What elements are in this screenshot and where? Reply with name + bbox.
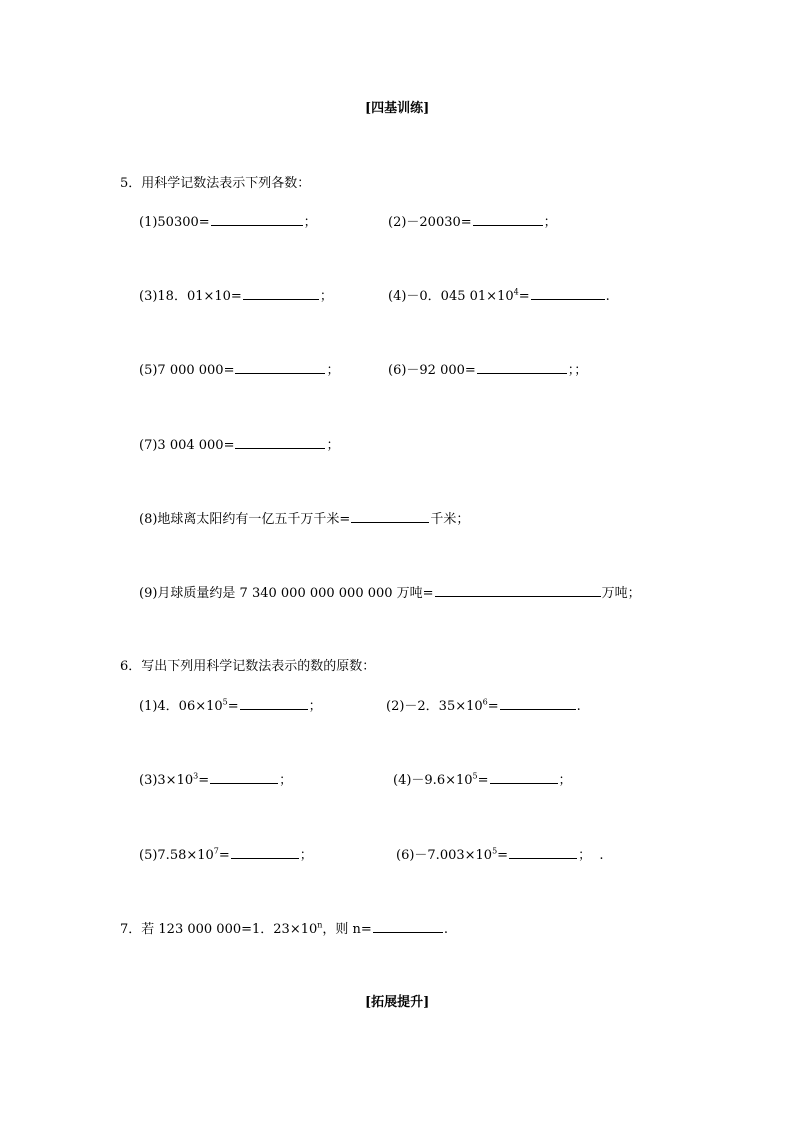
q6-item-5 xyxy=(139,846,313,864)
q7-pre: 7．若 123 000 000=1．23×10 xyxy=(120,922,318,937)
q6-item-5-exponent: 7 xyxy=(213,846,219,856)
q6-item-3-exponent: 3 xyxy=(193,771,199,781)
q7-exponent: n xyxy=(317,920,323,930)
q5-item-1-end: ； xyxy=(303,215,317,230)
q6-item-6-end: ； . xyxy=(578,848,604,863)
q5-item-6-text: (6)－92 000= xyxy=(388,363,476,378)
answer-blank[interactable] xyxy=(210,771,278,784)
answer-blank[interactable] xyxy=(435,584,601,597)
q6-item-1-exponent: 5 xyxy=(222,697,228,707)
q6-item-4-exponent: 5 xyxy=(472,771,478,781)
answer-blank[interactable] xyxy=(509,846,577,859)
q5-item-5-text: (5)7 000 000= xyxy=(139,363,235,378)
q5-item-1-text: (1)50300= xyxy=(139,215,210,230)
answer-blank[interactable] xyxy=(373,920,443,933)
q5-item-2-end: ； xyxy=(543,215,557,230)
q5-item-3-end: ； xyxy=(319,289,333,304)
q6-item-1-post: = xyxy=(227,699,239,714)
q6-item-4-end: ； xyxy=(558,773,572,788)
q5-item-5-end: ； xyxy=(326,363,340,378)
q6-item-5-end: ； xyxy=(299,848,313,863)
q7-end: . xyxy=(443,922,448,937)
q6-item-4-pre: (4)－9.6×10 xyxy=(393,773,473,788)
q5-item-2 xyxy=(388,213,557,231)
q6-item-6-post: = xyxy=(497,848,509,863)
q5-item-1 xyxy=(139,213,317,231)
q6-item-2-end: . xyxy=(576,699,581,714)
question-5-stem: 5．用科学记数法表示下列各数： xyxy=(120,176,311,191)
answer-blank[interactable] xyxy=(240,697,308,710)
q5-item-7 xyxy=(139,436,339,454)
q5-item-9 xyxy=(139,584,641,602)
answer-blank[interactable] xyxy=(473,213,543,226)
q5-item-5 xyxy=(139,361,339,379)
answer-blank[interactable] xyxy=(211,213,303,226)
q6-item-3-end: ； xyxy=(279,773,293,788)
q6-item-3-pre: (3)3×10 xyxy=(139,773,194,788)
q5-item-9-end: 万吨； xyxy=(601,586,641,601)
q6-item-4 xyxy=(393,771,572,789)
q5-item-3-text: (3)18．01×10= xyxy=(139,289,242,304)
q7-post: ，则 n= xyxy=(322,922,372,937)
answer-blank[interactable] xyxy=(235,436,325,449)
q5-item-6-end: ；； xyxy=(567,363,588,378)
q5-item-4-post: = xyxy=(518,289,530,304)
answer-blank[interactable] xyxy=(500,697,576,710)
answer-blank[interactable] xyxy=(490,771,558,784)
q6-item-6 xyxy=(396,846,603,864)
q6-item-2-pre: (2)－2．35×10 xyxy=(386,699,483,714)
q6-item-1 xyxy=(139,697,322,715)
answer-blank[interactable] xyxy=(351,510,429,523)
q6-item-2 xyxy=(386,697,581,715)
answer-blank[interactable] xyxy=(243,287,319,300)
q5-item-8 xyxy=(139,510,469,528)
q6-item-4-post: = xyxy=(477,773,489,788)
q6-item-3-post: = xyxy=(198,773,210,788)
q5-item-2-text: (2)－20030= xyxy=(388,215,472,230)
section-heading-extend: [拓展提升] xyxy=(365,995,430,1010)
q6-item-5-pre: (5)7.58×10 xyxy=(139,848,214,863)
q6-item-5-post: = xyxy=(218,848,230,863)
q5-item-8-text: (8)地球离太阳约有一亿五千万千米= xyxy=(139,512,351,527)
q5-item-4 xyxy=(388,287,610,305)
q5-item-6 xyxy=(388,361,587,379)
q5-item-3 xyxy=(139,287,333,305)
q5-item-7-text: (7)3 004 000= xyxy=(139,438,235,453)
q5-item-4-end: . xyxy=(605,289,610,304)
answer-blank[interactable] xyxy=(235,361,325,374)
answer-blank[interactable] xyxy=(531,287,605,300)
q5-item-8-end: 千米； xyxy=(430,512,470,527)
q6-item-1-pre: (1)4．06×10 xyxy=(139,699,223,714)
answer-blank[interactable] xyxy=(477,361,567,374)
answer-blank[interactable] xyxy=(231,846,299,859)
q5-item-4-exponent: 4 xyxy=(513,287,519,297)
q6-item-6-pre: (6)－7.003×10 xyxy=(396,848,493,863)
q5-item-7-end: ； xyxy=(326,438,340,453)
q5-item-4-pre: (4)－0．045 01×10 xyxy=(388,289,514,304)
q6-item-2-post: = xyxy=(487,699,499,714)
q6-item-2-exponent: 6 xyxy=(482,697,488,707)
question-6-stem: 6．写出下列用科学记数法表示的数的原数： xyxy=(120,659,376,674)
question-7 xyxy=(120,920,448,938)
q6-item-6-exponent: 5 xyxy=(492,846,498,856)
q6-item-3 xyxy=(139,771,292,789)
q5-item-9-text: (9)月球质量约是 7 340 000 000 000 000 万吨= xyxy=(139,586,434,601)
section-heading-basic: [四基训练] xyxy=(365,101,430,116)
q6-item-1-end: ； xyxy=(308,699,322,714)
